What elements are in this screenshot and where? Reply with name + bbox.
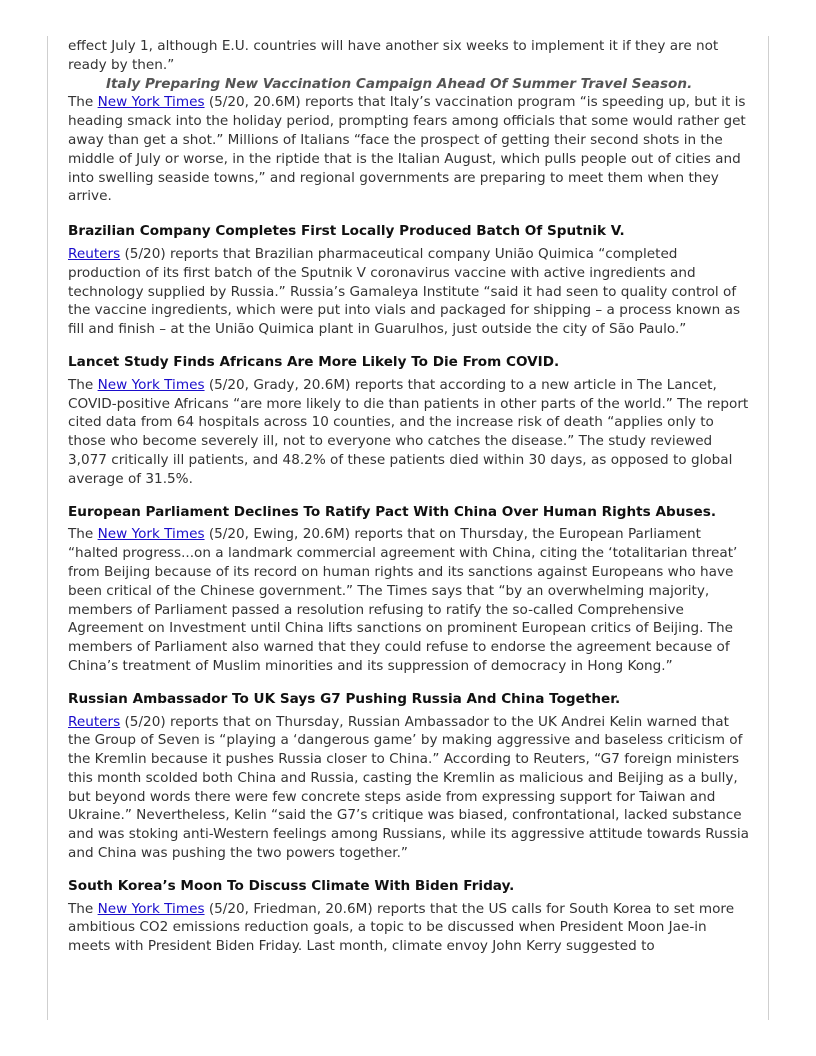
story-body: (5/20) reports that on Thursday, Russian Ambassador to the UK Andrei Kelin warned that the Group of Seven is “playing a ‘dangerous game’ by making aggressive and baseless criticism of the Kremlin because it pushes Russia closer to China.” According to Reuters, “G7 foreign ministers this month scolded both China and Russia, casting the Kremlin as malicious and Beijing as a bully, but beyond words there were few concrete steps aside from expressing support for Taiwan and Ukraine.” Nevertheless, Kelin “said the G7’s critique was biased, confrontational, lacked substance and was stoking anti-Western feelings among Russians, while its aggressive attitude towards Russia and China was pushing the two powers together.” [68,713,750,862]
page-border-left [47,36,48,1020]
italy-body: (5/20, 20.6M) reports that Italy’s vaccination program “is speeding up, but it is heading smack into the holiday period, prompting fears among officials that some would rather get away than get a shot.” Millions of Italians “face the prospect of getting their second shots in the middle of July or worse, in the riptide that is the Italian August, which pulls people out of cities and into swelling seaside towns,” and regional governments are preparing to meet them when they arrive. [68,94,746,205]
story-paragraph [68,900,752,956]
document-body [68,37,752,970]
story-south-korea [68,877,752,956]
story-lancet [68,353,752,489]
story-headline: European Parliament Declines To Ratify Pact With China Over Human Rights Abuses. [68,503,716,520]
story-body: (5/20, Grady, 20.6M) reports that according to a new article in The Lancet, COVID-positive Africans “are more likely to die than patients in other parts of the world.” The report cited data from 64 hospitals across 10 counties, and the increase risk of death “applies only to those who become severely ill, not to everyone who catches the disease.” The study reviewed 3,077 critically ill patients, and 48.2% of these patients died within 30 days, as opposed to global average of 31.5%. [68,376,749,487]
story-paragraph [68,376,752,489]
story-headline: South Korea’s Moon To Discuss Climate With Biden Friday. [68,877,515,894]
story-lead: The [68,526,98,543]
story-source-link[interactable]: Reuters [68,713,121,730]
story-eu-parliament [68,503,752,676]
story-headline: Russian Ambassador To UK Says G7 Pushing Russia And China Together. [68,690,621,707]
story-lead: The [68,376,98,393]
story-body: (5/20, Ewing, 20.6M) reports that on Thursday, the European Parliament “halted progress...on a landmark commercial agreement with China, citing the ‘totalitarian threat’ from Beijing because of its record on human rights and its sanctions against Europeans who have been critical of the Chinese government.” The Times says that “by an overwhelming majority, members of Parliament passed a resolution refusing to ratify the so-called Comprehensive Agreement on Investment until China lifts sanctions on prominent European critics of Beijing. The members of Parliament also warned that they could refuse to endorse the agreement because of China’s treatment of Muslim minorities and its suppression of democracy in Hong Kong.” [68,526,738,674]
page-border-right [768,36,769,1020]
story-paragraph [68,713,752,863]
story-body: (5/20) reports that Brazilian pharmaceutical company União Quimica “completed production of its first batch of the Sputnik V coronavirus vaccine with active ingredients and technology supplied by Russia.” Russia’s Gamaleya Institute “said it had seen to quality control of the vaccine ingredients, which were put into vials and packaged for shipping – a process known as fill and finish – at the União Quimica plant in Guarulhos, just outside the city of São Paulo.” [68,245,741,338]
story-sputnik [68,222,752,339]
italy-source-link[interactable]: New York Times [97,94,205,111]
story-body: (5/20, Friedman, 20.6M) reports that the US calls for South Korea to set more ambitious CO2 emissions reduction goals, a topic to be discussed when President Moon Jae-in meets with President Biden Friday. Last month, climate envoy John Kerry suggested to [68,900,735,955]
story-source-link[interactable]: Reuters [68,245,121,262]
story-lead: The [68,900,98,917]
italy-paragraph [68,93,752,206]
italy-lead: The [68,94,98,111]
story-headline: Brazilian Company Completes First Locally Produced Batch Of Sputnik V. [68,223,625,240]
story-headline: Lancet Study Finds Africans Are More Likely To Die From COVID. [68,353,560,370]
story-russian-ambassador [68,690,752,863]
intro-paragraph: effect July 1, although E.U. countries will have another six weeks to implement it if they are not ready by then.” [68,38,719,73]
story-paragraph [68,245,752,339]
story-paragraph [68,525,752,675]
italy-subhead: Italy Preparing New Vaccination Campaign Ahead Of Summer Travel Season. [106,75,693,92]
story-source-link[interactable]: New York Times [97,526,205,543]
story-source-link[interactable]: New York Times [97,376,205,393]
story-source-link[interactable]: New York Times [97,900,205,917]
